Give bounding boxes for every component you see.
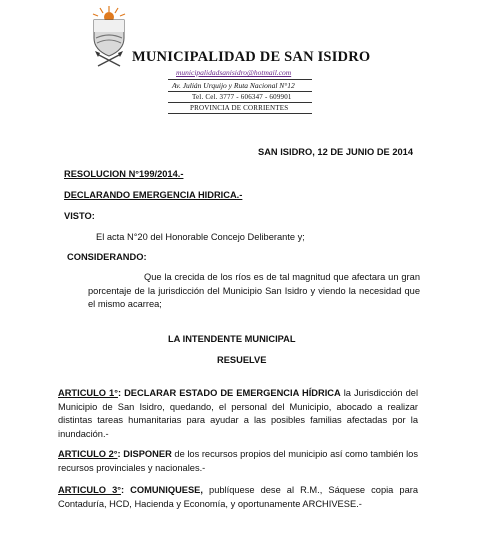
document-date: SAN ISIDRO, 12 DE JUNIO DE 2014 — [258, 147, 414, 157]
municipal-coat-of-arms-icon — [88, 4, 130, 68]
considerando-heading: CONSIDERANDO: — [67, 252, 147, 262]
article-text: de los recursos propios del municipio así como también los recursos provinciales y nacionales.- — [58, 449, 418, 473]
article-lead: : DISPONER — [117, 449, 172, 459]
municipality-title: MUNICIPALIDAD DE SAN ISIDRO — [132, 49, 371, 65]
resuelve-heading: RESUELVE — [217, 355, 267, 365]
letterhead-address: Av. Julián Urquijo y Ruta Nacional N°12 — [172, 81, 295, 90]
article-label: ARTICULO 3° — [58, 485, 121, 495]
article-label: ARTICULO 1° — [58, 388, 118, 398]
considerando-text: Que la crecida de los ríos es de tal magnitud que afectara un gran porcentaje de la jurisdicción del Municipio San Isidro y viendo la necesidad que el mismo acarrea; — [88, 272, 420, 309]
visto-heading: VISTO: — [64, 211, 95, 221]
letterhead-province: PROVINCIA DE CORRIENTES — [190, 104, 289, 112]
article-2 — [58, 448, 418, 475]
letterhead-phone: Tel. Cel. 3777 - 606347 - 609901 — [192, 93, 292, 101]
letterhead-email-link[interactable]: municipalidadsanisidro@hotmail.com — [176, 68, 292, 77]
article-lead: : DECLARAR ESTADO DE EMERGENCIA HÍDRICA — [117, 388, 341, 398]
letterhead-divider — [168, 79, 312, 80]
article-text: publíquese dese al R.M., Sáquese copia para Contaduría, HCD, Hacienda y Economía, y oportunamente ARCHIVESE.- — [58, 485, 419, 509]
letterhead-divider — [168, 113, 312, 114]
visto-text: El acta N°20 del Honorable Concejo Deliberante y; — [96, 232, 305, 242]
article-lead: : COMUNIQUESE, — [120, 485, 203, 495]
letterhead-divider — [168, 91, 312, 92]
article-text: la Jurisdicción del Municipio de San Isidro, quedando, el personal del Municipio, abocado a realizar distintas tareas humanitarias para ayudar a las posibles familias afectadas por la inundación.- — [58, 388, 419, 439]
article-1 — [58, 387, 418, 441]
resolution-subject: DECLARANDO EMERGENCIA HIDRICA.- — [64, 190, 243, 200]
article-3 — [58, 484, 418, 511]
resolution-number: RESOLUCION N°199/2014.- — [64, 169, 184, 179]
letterhead-divider — [168, 102, 312, 103]
authority-heading: LA INTENDENTE MUNICIPAL — [168, 334, 296, 344]
article-label: ARTICULO 2° — [58, 449, 118, 459]
